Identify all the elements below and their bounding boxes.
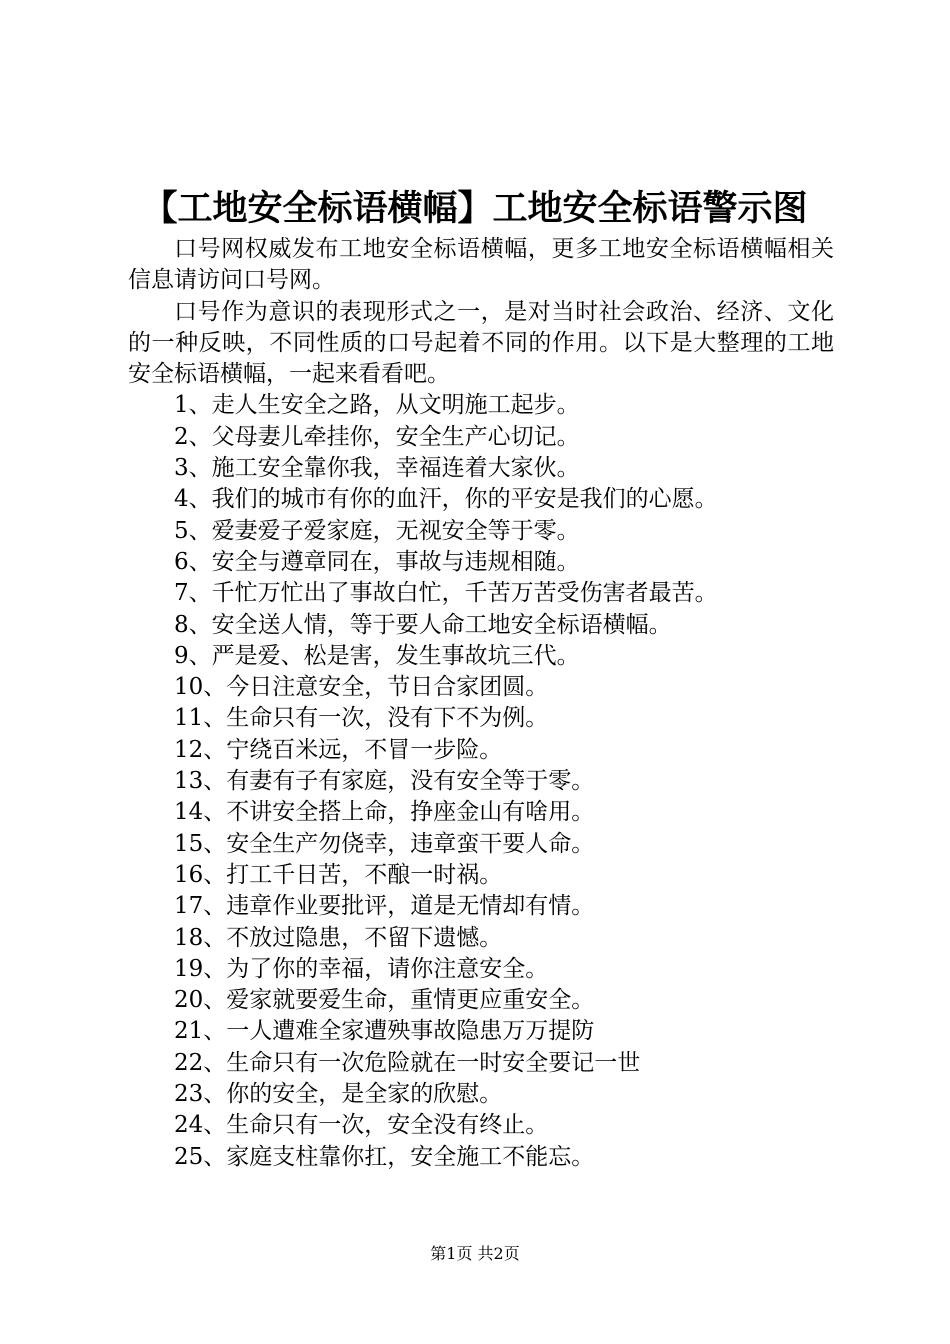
list-item: 12、宁绕百米远，不冒一步险。: [174, 736, 503, 763]
intro-paragraph: 口号网权威发布工地安全标语横幅，更多工地安全标语横幅相关信息请访问口号网。: [128, 236, 834, 294]
list-item: 2、父母妻儿牵挂你，安全生产心切记。: [174, 423, 580, 450]
list-item: 24、生命只有一次，安全没有终止。: [174, 1112, 549, 1139]
list-item: 1、走人生安全之路，从文明施工起步。: [174, 392, 580, 419]
document-body: [128, 234, 834, 1173]
list-item: 8、安全送人情，等于要人命工地安全标语横幅。: [174, 611, 672, 638]
list-item: 20、爱家就要爱生命，重情更应重安全。: [174, 987, 595, 1014]
list-item: 21、一人遭难全家遭殃事故隐患万万提防: [174, 1018, 595, 1045]
list-item: 10、今日注意安全，节日合家团圆。: [174, 674, 549, 701]
list-item: 22、生命只有一次危险就在一时安全要记一世: [174, 1049, 641, 1076]
list-item: 5、爱妻爱子爱家庭，无视安全等于零。: [174, 517, 580, 544]
list-item: 9、严是爱、松是害，发生事故坑三代。: [174, 642, 580, 669]
list-item: 14、不讲安全搭上命，挣座金山有啥用。: [174, 799, 595, 826]
list-item: 25、家庭支柱靠你扛，安全施工不能忘。: [174, 1143, 595, 1170]
list-item: 16、打工千日苦，不酿一时祸。: [174, 861, 503, 888]
list-item: 3、施工安全靠你我，幸福连着大家伙。: [174, 455, 580, 482]
description-paragraph: 口号作为意识的表现形式之一，是对当时社会政治、经济、文化的一种反映，不同性质的口号起着不同的作用。以下是大整理的工地安全标语横幅，一起来看看吧。: [128, 298, 834, 388]
list-item: 11、生命只有一次，没有下不为例。: [174, 705, 549, 732]
list-item: 7、千忙万忙出了事故白忙，千苦万苦受伤害者最苦。: [174, 580, 718, 607]
list-item: 15、安全生产勿侥幸，违章蛮干要人命。: [174, 830, 595, 857]
list-item: 18、不放过隐患，不留下遗憾。: [174, 924, 503, 951]
list-item: 4、我们的城市有你的血汗，你的平安是我们的心愿。: [174, 486, 718, 513]
list-item: 6、安全与遵章同在，事故与违规相随。: [174, 548, 580, 575]
page-number-footer: 第1页 共2页: [430, 1244, 520, 1263]
document-title: 【工地安全标语横幅】工地安全标语警示图: [142, 188, 808, 229]
list-item: 13、有妻有子有家庭，没有安全等于零。: [174, 768, 595, 795]
list-item: 23、你的安全，是全家的欣慰。: [174, 1081, 503, 1108]
list-item: 17、违章作业要批评，道是无情却有情。: [174, 893, 595, 920]
slogan-list: [128, 390, 834, 1172]
list-item: 19、为了你的幸福，请你注意安全。: [174, 955, 549, 982]
